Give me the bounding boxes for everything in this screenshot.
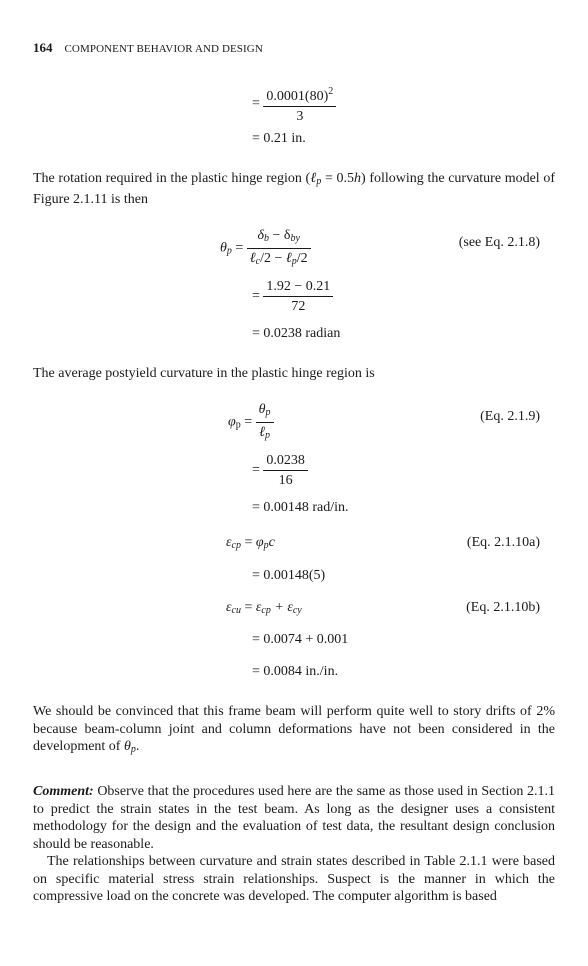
paragraph-comment: Comment: Observe that the procedures used here are the same as those used in Section 2.1.1 to predict the strain states in the test beam. As long as the designer uses a consistent methodology for the design and the evaluation of test data, the resultant design conclusion should be reasonable. (33, 784, 555, 852)
paragraph-relationships: The relationships between curvature and strain states described in Table 2.1.1 were based on specific material stress strain relationships. Suspect is the manner in which the compressive load on the concrete was developed. The computer algorithm is based (33, 854, 555, 904)
equation-c-line1: $\varphi_p$ = $\frac{\theta_p}{\ell_p}$ (228, 400, 274, 445)
equation-c-line3: = 0.00148 rad/in. (252, 500, 349, 515)
equation-b-line1: $\theta_p$ = $\frac{\delta_b - \delta_{by}}{\ell_c/2 - \ell_p/2}$ (220, 226, 311, 271)
running-title: COMPONENT BEHAVIOR AND DESIGN (64, 43, 263, 55)
equation-d-line2: = 0.00148(5) (252, 568, 326, 583)
equation-e-line3: = 0.0084 in./in. (252, 664, 339, 679)
equation-b-reference: (see Eq. 2.1.8) (458, 235, 540, 250)
fraction: $\frac{\theta_p}{\ell_p}$ (256, 400, 274, 445)
fraction: $\frac{1.92 - 0.21}{72}$ (263, 277, 333, 316)
equation-a-line1: = $\frac{0.0001(80)^2}{3}$ (252, 82, 336, 126)
equation-e-line2: = 0.0074 + 0.001 (252, 632, 349, 647)
paragraph-rotation: The rotation required in the plastic hinge region (ℓ$_p$ = 0.5h) following the curvature model of Figure 2.1.11 is then (33, 171, 556, 207)
running-header (33, 40, 263, 56)
comment-label: Comment: (33, 784, 94, 799)
paragraph-conclusion: We should be convinced that this frame beam will perform quite well to story drifts of 2% because beam-column joint and column deformations have not been considered in the development of $\theta_p$. (33, 704, 555, 755)
fraction: $\frac{0.0001(80)^2}{3}$ (263, 82, 336, 126)
equation-b-line3: = 0.0238 radian (252, 326, 341, 341)
equation-c-line2: = $\frac{0.0238}{16}$ (252, 451, 308, 490)
page-number: 164 (33, 40, 53, 55)
paragraph-curvature: The average postyield curvature in the plastic hinge region is (33, 366, 375, 381)
equation-d-reference: (Eq. 2.1.10a) (466, 535, 540, 550)
fraction: $\frac{0.0238}{16}$ (263, 451, 308, 490)
equation-e-reference: (Eq. 2.1.10b) (466, 600, 540, 615)
equation-a-line2: = 0.21 in. (252, 131, 306, 146)
equation-e-line1: $\varepsilon_{cu} = \varepsilon_{cp} + \varepsilon_{cy}$ (226, 600, 302, 616)
equation-d-line1: $\varepsilon_{cp} = \varphi_pc$ (226, 535, 275, 551)
fraction: $\frac{\delta_b - \delta_{by}}{\ell_c/2 - \ell_p/2}$ (247, 226, 311, 271)
equation-c-reference: (Eq. 2.1.9) (480, 409, 540, 424)
equation-b-line2: = $\frac{1.92 - 0.21}{72}$ (252, 277, 333, 316)
